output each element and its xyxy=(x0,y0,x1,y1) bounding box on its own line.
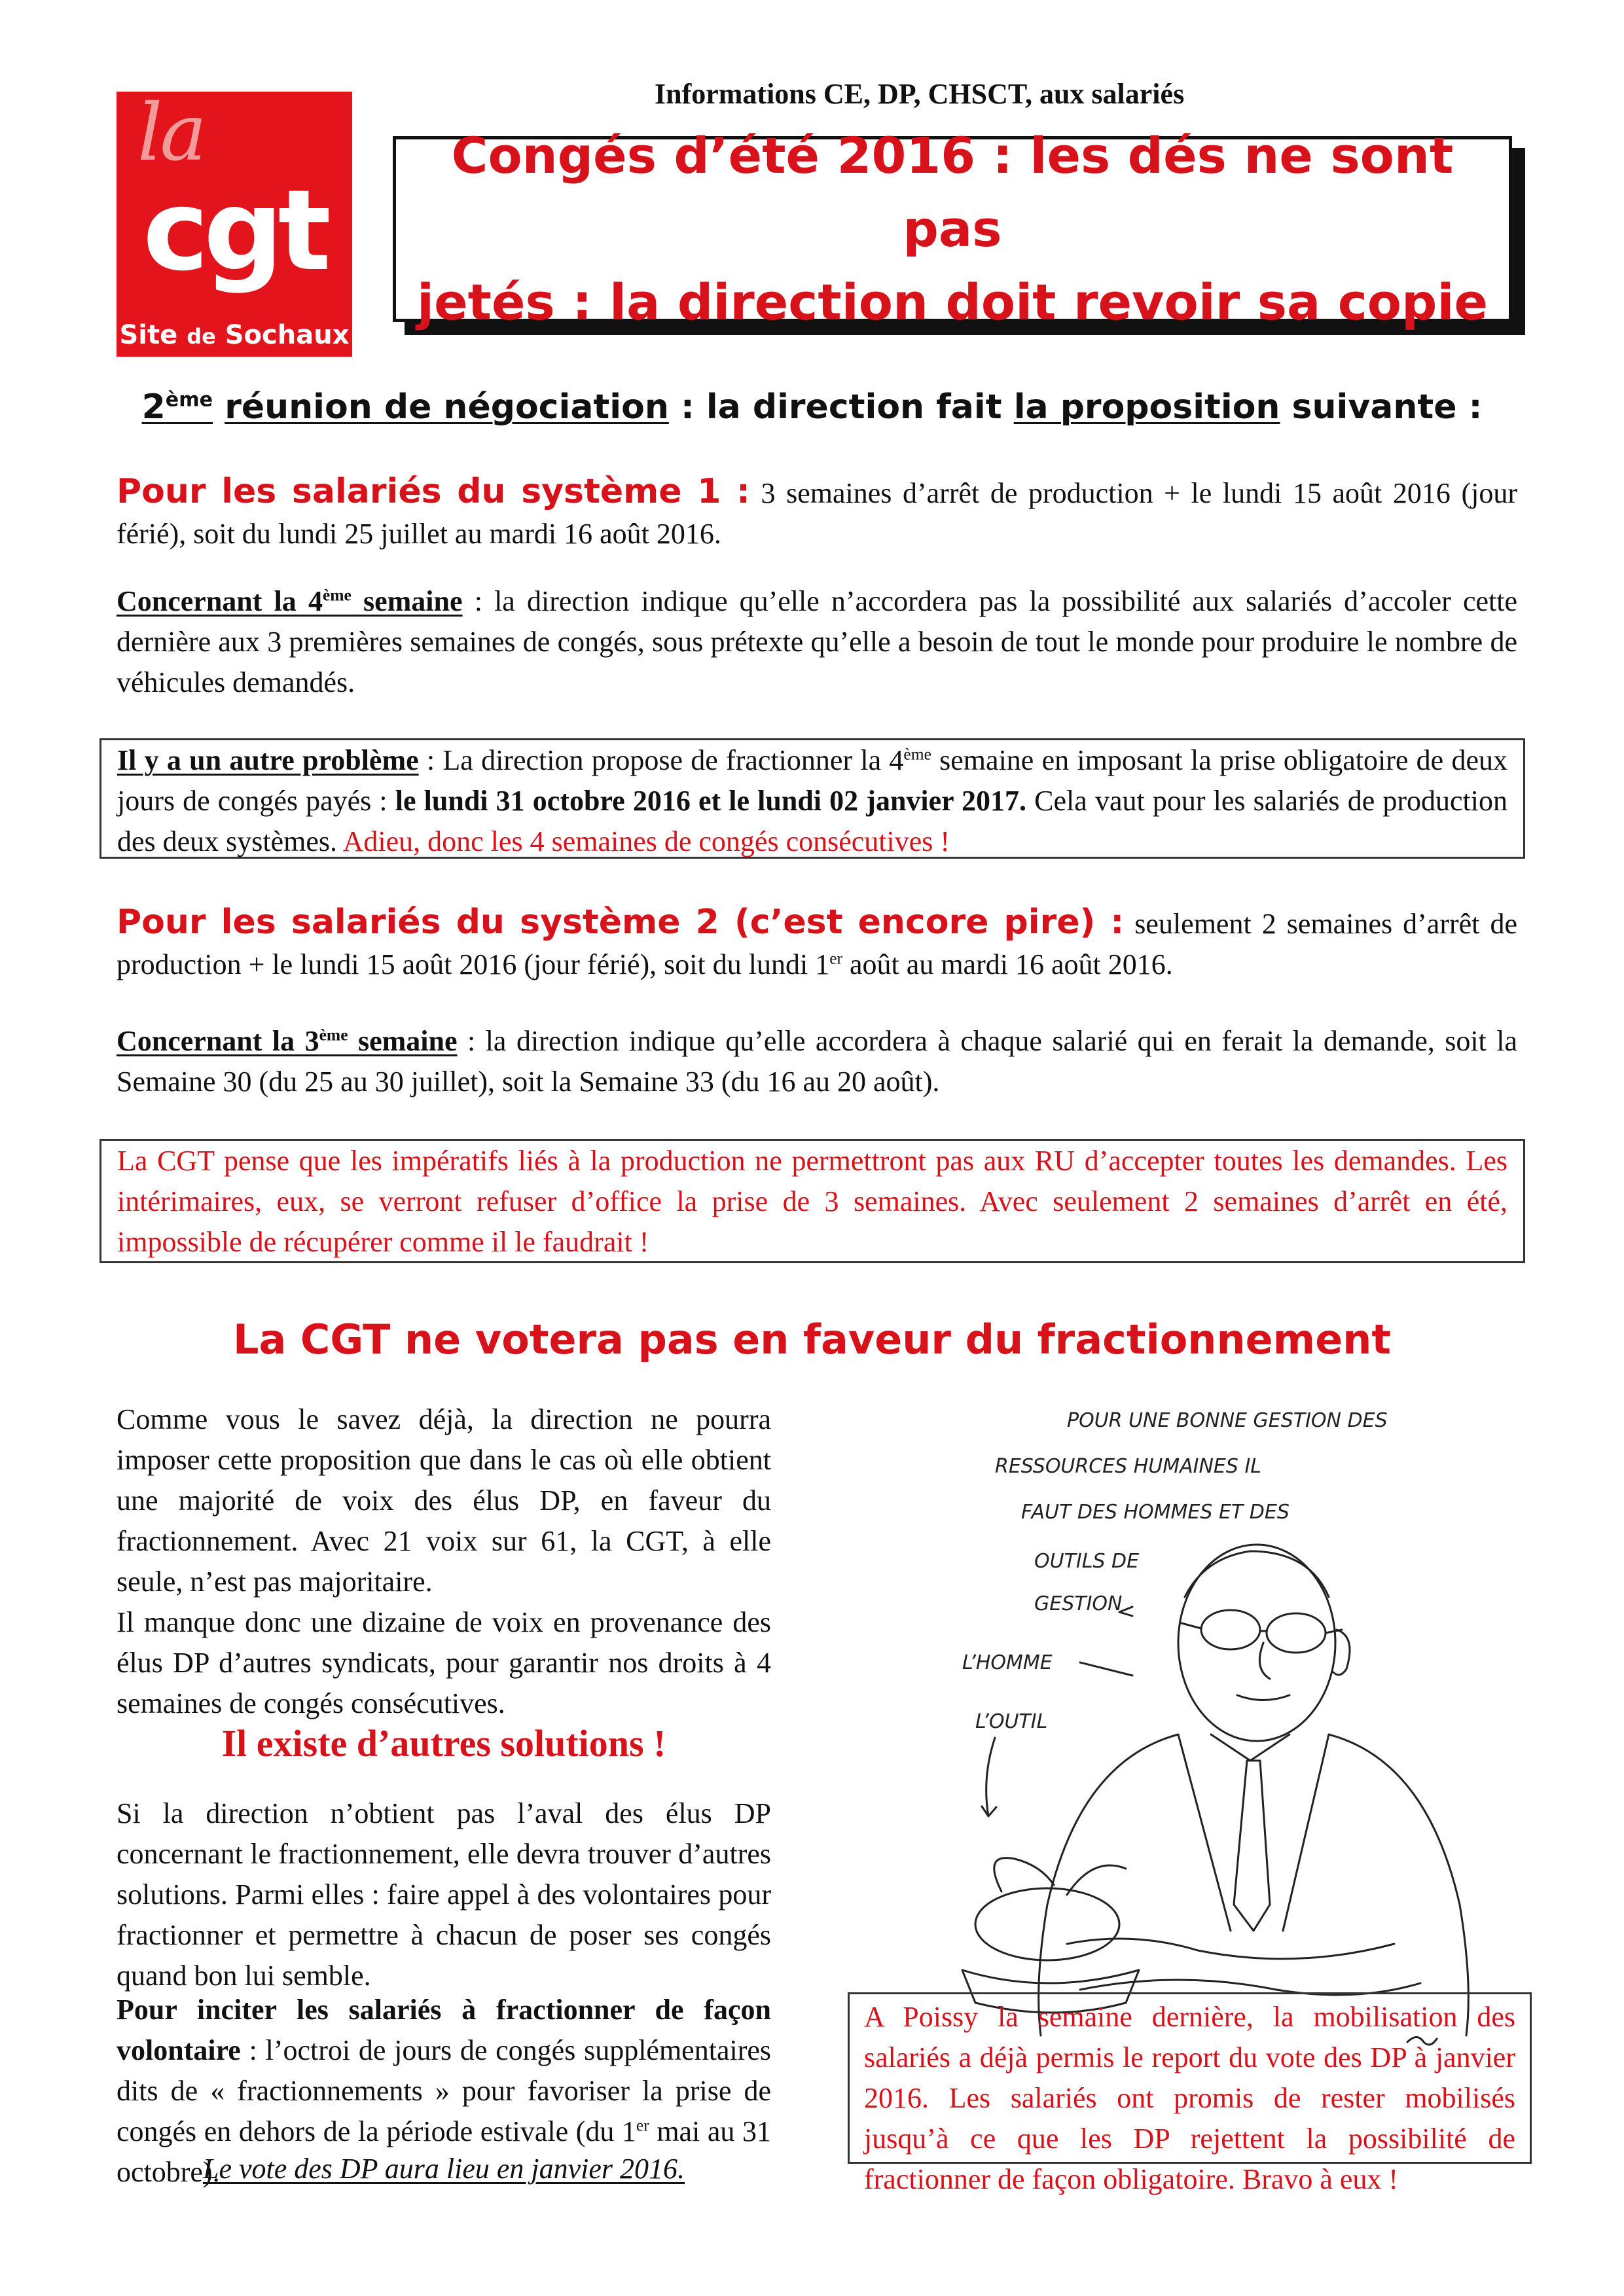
bubble-line-2: RESSOURCES HUMAINES IL xyxy=(995,1455,1262,1478)
title-line-2: jetés : la direction doit revoir sa copie xyxy=(417,273,1488,331)
label-outil: L’OUTIL xyxy=(975,1710,1048,1733)
header-info-line: Informations CE, DP, CHSCT, aux salariés xyxy=(655,78,1185,110)
majority-paragraphs xyxy=(117,1399,771,1724)
page-title xyxy=(396,119,1509,339)
week3-text: : la direction indique qu’elle accordera à chaque salarié qui en ferait la demande, soit la Semaine 30 (du 25 au 30 juillet), soit la Semaine 33 (du 16 au 20 août). xyxy=(117,1025,1518,1098)
week4-paragraph: Concernant la 4ème semaine : la direction indique qu’elle n’accordera pas la possibilité aux salariés d’accoler cette dernière aux 3 premières semaines de congés, sous prétexte qu’elle a besoin de tout le monde pour produire le nombre de véhicules demandés. xyxy=(117,585,1518,698)
man-drawing xyxy=(962,1545,1468,2045)
logo-la-text: la xyxy=(137,92,204,179)
title-box xyxy=(393,126,1512,331)
week4-text: : la direction indique qu’elle n’accordera pas la possibilité aux salariés d’accoler cette dernière aux 3 premières semaines de congés, sous prétexte qu’elle a besoin de tout le monde pour produire le nombre de véhicules demandés. xyxy=(117,585,1518,698)
problem-box: Il y a un autre problème : La direction propose de fractionner la 4ème semaine en imposant la prise obligatoire de deux jours de congés payés : le lundi 31 octobre 2016 et le lundi 02 janvier 2017. Cela vaut pour les salariés de production des deux systèmes. Adieu, donc les 4 semaines de congés consécutives ! xyxy=(99,738,1525,859)
majority-paragraph-2: Il manque donc une dizaine de voix en provenance des élus DP d’autres syndicats, pour garantir nos droits à 4 semaines de congés consécutives. xyxy=(117,1606,771,1719)
system1-text: 3 semaines d’arrêt de production + le lundi 15 août 2016 (jour férié), soit du lundi 25 juillet au mardi 16 août 2016. xyxy=(117,477,1517,550)
volunteer-paragraph: Pour inciter les salariés à fractionner de façon volontaire : l’octroi de jours de congés supplémentaires dits de « fractionnements » pour favoriser la prise de congés en dehors de la période estivale (du 1er mai au 31 octobre). xyxy=(117,1994,771,2188)
problem-box-label: Il y a un autre problème xyxy=(117,744,419,776)
label-homme: L’HOMME xyxy=(962,1651,1053,1674)
bubble-line-5: GESTION xyxy=(1034,1592,1123,1615)
cgt-opinion-text: La CGT pense que les impératifs liés à la production ne permettront pas aux RU d’accepter toutes les demandes. Les intérimaires, eux, se verront refuser d’office la prise de 3 semaines. Avec seulement 2 semaines d’arrêt en été, impossible de récupérer comme il le faudrait ! xyxy=(117,1145,1507,1258)
vote-section-title: La CGT ne votera pas en faveur du fractionnement xyxy=(232,1316,1392,1363)
solutions-title: Il existe d’autres solutions ! xyxy=(221,1722,666,1765)
cgt-logo xyxy=(117,92,352,357)
problem-box-dates: le lundi 31 octobre 2016 et le lundi 02 janvier 2017. xyxy=(395,785,1027,817)
negotiation-link-text: réunion de négociation xyxy=(225,387,669,427)
week3-paragraph: Concernant la 3ème semaine : la direction indique qu’elle accordera à chaque salarié qui en ferait la demande, soit la Semaine 30 (du 25 au 30 juillet), soit la Semaine 33 (du 16 au 20 août). xyxy=(117,1025,1518,1098)
majority-paragraph-1: Comme vous le savez déjà, la direction ne pourra imposer cette proposition que dans le cas où elle obtient une majorité de voix des élus DP, en faveur du fractionnement. Avec 21 voix sur 61, la CGT, à elle seule, n’est pas majoritaire. xyxy=(117,1403,771,1598)
problem-box-warning: Adieu, donc les 4 semaines de congés consécutives ! xyxy=(342,825,950,857)
bubble-line-4: OUTILS DE xyxy=(1034,1550,1140,1573)
cartoon-illustration xyxy=(871,1381,1486,2068)
title-line-1: Congés d’été 2016 : les dés ne sont pas xyxy=(451,126,1454,258)
system2-paragraph: Pour les salariés du système 2 (c’est encore pire) : seulement 2 semaines d’arrêt de production + le lundi 15 août 2016 (jour férié), soit du lundi 1er août au mardi 16 août 2016. xyxy=(117,903,1517,980)
poissy-text: A Poissy la semaine dernière, la mobilisation des salariés a déjà permis le report du vote des DP à janvier 2016. Les salariés ont promis de rester mobilisés jusqu’à ce que les DP rejettent la possibilité de fractionner de façon obligatoire. Bravo à eux ! xyxy=(864,2001,1515,2195)
system1-heading: Pour les salariés du système 1 : xyxy=(117,472,750,511)
cgt-opinion-box xyxy=(99,1139,1525,1263)
poissy-box xyxy=(848,1992,1532,2195)
logo-site-label: Site de Sochaux xyxy=(119,320,350,350)
bubble-line-3: FAUT DES HOMMES ET DES xyxy=(1021,1501,1290,1524)
vote-date-note: Le vote des DP aura lieu en janvier 2016. xyxy=(202,2153,685,2185)
system2-heading: Pour les salariés du système 2 (c’est encore pire) : xyxy=(117,903,1125,942)
negotiation-heading: 2ème réunion de négociation : la direction fait la proposition suivante : xyxy=(141,387,1483,427)
logo-cgt-text: cgt xyxy=(143,166,326,296)
bubble-line-1: POUR UNE BONNE GESTION DES xyxy=(1067,1409,1388,1432)
solutions-paragraph: Si la direction n’obtient pas l’aval des élus DP concernant le fractionnement, elle devra trouver d’autres solutions. Parmi elles : faire appel à des volontaires pour fractionner et permettre à chacun de poser ses congés quand bon lui semble. xyxy=(117,1797,771,1992)
system1-paragraph xyxy=(117,471,1517,554)
